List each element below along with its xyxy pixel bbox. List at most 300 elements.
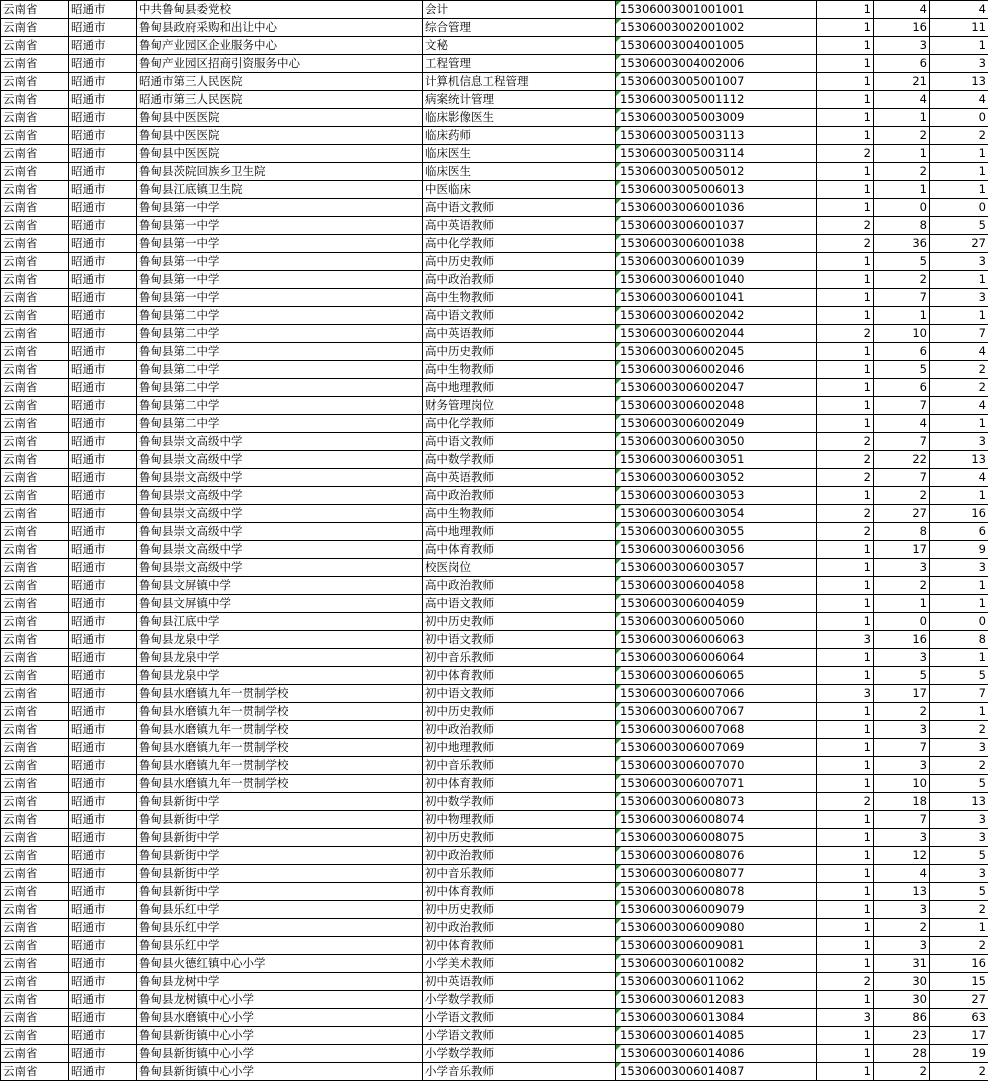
table-row[interactable] [1,703,988,721]
applicants-cell[interactable]: 23 [874,1027,930,1045]
position-code-cell[interactable]: 15306003006003055 [616,523,817,541]
unit-cell[interactable]: 鲁甸县中医医院 [137,109,423,127]
table-row[interactable] [1,1,988,19]
unit-cell[interactable]: 鲁甸县新街中学 [137,829,423,847]
province-cell[interactable]: 云南省 [1,19,69,37]
applicants-cell[interactable]: 5 [874,667,930,685]
unit-cell[interactable]: 鲁甸县新街中学 [137,883,423,901]
unit-cell[interactable]: 鲁甸县中医医院 [137,127,423,145]
city-cell[interactable]: 昭通市 [69,217,137,235]
qualified-cell[interactable]: 1 [930,487,988,505]
quota-cell[interactable]: 1 [817,343,874,361]
unit-cell[interactable]: 鲁甸县乐红中学 [137,937,423,955]
position-code-cell[interactable]: 15306003006001036 [616,199,817,217]
qualified-cell[interactable]: 2 [930,1063,988,1081]
position-code-cell[interactable]: 15306003006007068 [616,721,817,739]
qualified-cell[interactable]: 17 [930,1027,988,1045]
unit-cell[interactable]: 鲁甸县新街镇中心小学 [137,1027,423,1045]
applicants-cell[interactable]: 1 [874,109,930,127]
applicants-cell[interactable]: 16 [874,631,930,649]
table-row[interactable] [1,289,988,307]
province-cell[interactable]: 云南省 [1,487,69,505]
city-cell[interactable]: 昭通市 [69,289,137,307]
position-code-cell[interactable]: 15306003006006065 [616,667,817,685]
position-code-cell[interactable]: 15306003006002047 [616,379,817,397]
qualified-cell[interactable]: 2 [930,379,988,397]
quota-cell[interactable]: 1 [817,541,874,559]
province-cell[interactable]: 云南省 [1,541,69,559]
unit-cell[interactable]: 鲁甸县第二中学 [137,361,423,379]
unit-cell[interactable]: 鲁甸县水磨镇九年一贯制学校 [137,739,423,757]
quota-cell[interactable]: 1 [817,181,874,199]
province-cell[interactable]: 云南省 [1,271,69,289]
applicants-cell[interactable]: 3 [874,559,930,577]
province-cell[interactable]: 云南省 [1,775,69,793]
qualified-cell[interactable]: 7 [930,685,988,703]
unit-cell[interactable]: 鲁甸产业园区招商引资服务中心 [137,55,423,73]
qualified-cell[interactable]: 1 [930,307,988,325]
position-code-cell[interactable]: 15306003006003056 [616,541,817,559]
position-code-cell[interactable]: 15306003006002048 [616,397,817,415]
province-cell[interactable]: 云南省 [1,379,69,397]
table-row[interactable] [1,199,988,217]
position-cell[interactable]: 初中语文教师 [423,631,616,649]
position-code-cell[interactable]: 15306003006008077 [616,865,817,883]
province-cell[interactable]: 云南省 [1,451,69,469]
position-cell[interactable]: 初中音乐教师 [423,757,616,775]
position-code-cell[interactable]: 15306003006002049 [616,415,817,433]
city-cell[interactable]: 昭通市 [69,253,137,271]
table-row[interactable] [1,901,988,919]
applicants-cell[interactable]: 7 [874,289,930,307]
position-cell[interactable]: 会计 [423,1,616,19]
city-cell[interactable]: 昭通市 [69,397,137,415]
unit-cell[interactable]: 鲁甸县第二中学 [137,397,423,415]
qualified-cell[interactable]: 0 [930,109,988,127]
position-code-cell[interactable]: 15306003006006064 [616,649,817,667]
unit-cell[interactable]: 鲁甸县水磨镇九年一贯制学校 [137,703,423,721]
quota-cell[interactable]: 1 [817,253,874,271]
table-row[interactable] [1,307,988,325]
quota-cell[interactable]: 2 [817,433,874,451]
position-code-cell[interactable]: 15306003001001001 [616,1,817,19]
qualified-cell[interactable]: 27 [930,235,988,253]
province-cell[interactable]: 云南省 [1,847,69,865]
unit-cell[interactable]: 鲁甸县水磨镇中心小学 [137,1009,423,1027]
province-cell[interactable]: 云南省 [1,919,69,937]
quota-cell[interactable]: 2 [817,217,874,235]
unit-cell[interactable]: 鲁甸县江底镇卫生院 [137,181,423,199]
unit-cell[interactable]: 鲁甸产业园区企业服务中心 [137,37,423,55]
province-cell[interactable]: 云南省 [1,415,69,433]
unit-cell[interactable]: 鲁甸县龙泉中学 [137,631,423,649]
city-cell[interactable]: 昭通市 [69,73,137,91]
table-row[interactable] [1,19,988,37]
table-row[interactable] [1,253,988,271]
position-cell[interactable]: 小学美术教师 [423,955,616,973]
qualified-cell[interactable]: 1 [930,703,988,721]
province-cell[interactable]: 云南省 [1,937,69,955]
position-cell[interactable]: 高中历史教师 [423,253,616,271]
applicants-cell[interactable]: 1 [874,145,930,163]
city-cell[interactable]: 昭通市 [69,973,137,991]
quota-cell[interactable]: 1 [817,307,874,325]
quota-cell[interactable]: 1 [817,775,874,793]
unit-cell[interactable]: 鲁甸县第二中学 [137,415,423,433]
qualified-cell[interactable]: 4 [930,343,988,361]
quota-cell[interactable]: 2 [817,469,874,487]
unit-cell[interactable]: 鲁甸县第一中学 [137,271,423,289]
position-cell[interactable]: 高中政治教师 [423,577,616,595]
position-cell[interactable]: 初中政治教师 [423,919,616,937]
position-code-cell[interactable]: 15306003004002006 [616,55,817,73]
quota-cell[interactable]: 1 [817,757,874,775]
city-cell[interactable]: 昭通市 [69,91,137,109]
qualified-cell[interactable]: 2 [930,937,988,955]
position-code-cell[interactable]: 15306003006008078 [616,883,817,901]
applicants-cell[interactable]: 2 [874,271,930,289]
qualified-cell[interactable]: 5 [930,775,988,793]
quota-cell[interactable]: 1 [817,361,874,379]
position-cell[interactable]: 高中语文教师 [423,307,616,325]
applicants-cell[interactable]: 17 [874,685,930,703]
quota-cell[interactable]: 1 [817,883,874,901]
city-cell[interactable]: 昭通市 [69,271,137,289]
position-code-cell[interactable]: 15306003006012083 [616,991,817,1009]
position-cell[interactable]: 初中政治教师 [423,847,616,865]
position-code-cell[interactable]: 15306003005001112 [616,91,817,109]
position-cell[interactable]: 高中历史教师 [423,343,616,361]
table-row[interactable] [1,775,988,793]
position-code-cell[interactable]: 15306003006003051 [616,451,817,469]
applicants-cell[interactable]: 6 [874,343,930,361]
unit-cell[interactable]: 鲁甸县中医医院 [137,145,423,163]
province-cell[interactable]: 云南省 [1,235,69,253]
position-code-cell[interactable]: 15306003005006013 [616,181,817,199]
applicants-cell[interactable]: 30 [874,991,930,1009]
table-row[interactable] [1,379,988,397]
position-code-cell[interactable]: 15306003006011062 [616,973,817,991]
city-cell[interactable]: 昭通市 [69,469,137,487]
city-cell[interactable]: 昭通市 [69,1063,137,1081]
quota-cell[interactable]: 1 [817,37,874,55]
city-cell[interactable]: 昭通市 [69,577,137,595]
qualified-cell[interactable]: 7 [930,325,988,343]
position-code-cell[interactable]: 15306003006008074 [616,811,817,829]
unit-cell[interactable]: 鲁甸县第一中学 [137,289,423,307]
table-row[interactable] [1,937,988,955]
province-cell[interactable]: 云南省 [1,163,69,181]
position-cell[interactable]: 临床药师 [423,127,616,145]
quota-cell[interactable]: 1 [817,397,874,415]
position-cell[interactable]: 综合管理 [423,19,616,37]
table-row[interactable] [1,433,988,451]
position-code-cell[interactable]: 15306003006001040 [616,271,817,289]
table-row[interactable] [1,541,988,559]
position-code-cell[interactable]: 15306003006010082 [616,955,817,973]
qualified-cell[interactable]: 11 [930,19,988,37]
province-cell[interactable]: 云南省 [1,865,69,883]
applicants-cell[interactable]: 10 [874,775,930,793]
city-cell[interactable]: 昭通市 [69,325,137,343]
province-cell[interactable]: 云南省 [1,181,69,199]
province-cell[interactable]: 云南省 [1,253,69,271]
qualified-cell[interactable]: 1 [930,271,988,289]
quota-cell[interactable]: 1 [817,487,874,505]
position-cell[interactable]: 高中地理教师 [423,379,616,397]
position-cell[interactable]: 初中历史教师 [423,703,616,721]
applicants-cell[interactable]: 8 [874,523,930,541]
province-cell[interactable]: 云南省 [1,109,69,127]
position-cell[interactable]: 初中体育教师 [423,667,616,685]
applicants-cell[interactable]: 0 [874,199,930,217]
table-row[interactable] [1,991,988,1009]
position-cell[interactable]: 高中生物教师 [423,289,616,307]
qualified-cell[interactable]: 4 [930,91,988,109]
city-cell[interactable]: 昭通市 [69,541,137,559]
table-row[interactable] [1,847,988,865]
unit-cell[interactable]: 鲁甸县第二中学 [137,307,423,325]
quota-cell[interactable]: 1 [817,577,874,595]
unit-cell[interactable]: 鲁甸县新街中学 [137,811,423,829]
unit-cell[interactable]: 鲁甸县水磨镇九年一贯制学校 [137,721,423,739]
position-code-cell[interactable]: 15306003006002045 [616,343,817,361]
position-code-cell[interactable]: 15306003006004058 [616,577,817,595]
city-cell[interactable]: 昭通市 [69,379,137,397]
table-row[interactable] [1,883,988,901]
applicants-cell[interactable]: 6 [874,55,930,73]
unit-cell[interactable]: 鲁甸县崇文高级中学 [137,523,423,541]
position-cell[interactable]: 高中英语教师 [423,217,616,235]
position-cell[interactable]: 计算机信息工程管理 [423,73,616,91]
qualified-cell[interactable]: 1 [930,163,988,181]
quota-cell[interactable]: 3 [817,1009,874,1027]
unit-cell[interactable]: 鲁甸县新街中学 [137,793,423,811]
applicants-cell[interactable]: 86 [874,1009,930,1027]
quota-cell[interactable]: 3 [817,685,874,703]
position-cell[interactable]: 初中历史教师 [423,829,616,847]
position-cell[interactable]: 高中地理教师 [423,523,616,541]
quota-cell[interactable]: 1 [817,955,874,973]
qualified-cell[interactable]: 8 [930,631,988,649]
quota-cell[interactable]: 1 [817,865,874,883]
quota-cell[interactable]: 1 [817,19,874,37]
position-code-cell[interactable]: 15306003006004059 [616,595,817,613]
province-cell[interactable]: 云南省 [1,973,69,991]
table-row[interactable] [1,631,988,649]
city-cell[interactable]: 昭通市 [69,181,137,199]
table-row[interactable] [1,739,988,757]
position-code-cell[interactable]: 15306003006008075 [616,829,817,847]
city-cell[interactable]: 昭通市 [69,667,137,685]
province-cell[interactable]: 云南省 [1,307,69,325]
province-cell[interactable]: 云南省 [1,1,69,19]
city-cell[interactable]: 昭通市 [69,109,137,127]
quota-cell[interactable]: 1 [817,559,874,577]
unit-cell[interactable]: 鲁甸县新街镇中心小学 [137,1045,423,1063]
table-row[interactable] [1,613,988,631]
position-cell[interactable]: 高中体育教师 [423,541,616,559]
position-cell[interactable]: 高中化学教师 [423,235,616,253]
applicants-cell[interactable]: 7 [874,811,930,829]
qualified-cell[interactable]: 3 [930,829,988,847]
unit-cell[interactable]: 鲁甸县乐红中学 [137,901,423,919]
city-cell[interactable]: 昭通市 [69,847,137,865]
province-cell[interactable]: 云南省 [1,631,69,649]
province-cell[interactable]: 云南省 [1,397,69,415]
quota-cell[interactable]: 1 [817,55,874,73]
qualified-cell[interactable]: 27 [930,991,988,1009]
applicants-cell[interactable]: 17 [874,541,930,559]
qualified-cell[interactable]: 5 [930,847,988,865]
city-cell[interactable]: 昭通市 [69,937,137,955]
table-row[interactable] [1,829,988,847]
quota-cell[interactable]: 2 [817,523,874,541]
table-row[interactable] [1,451,988,469]
city-cell[interactable]: 昭通市 [69,901,137,919]
unit-cell[interactable]: 鲁甸县文屏镇中学 [137,595,423,613]
table-row[interactable] [1,505,988,523]
table-row[interactable] [1,955,988,973]
qualified-cell[interactable]: 1 [930,37,988,55]
table-row[interactable] [1,577,988,595]
city-cell[interactable]: 昭通市 [69,595,137,613]
position-cell[interactable]: 中医临床 [423,181,616,199]
province-cell[interactable]: 云南省 [1,739,69,757]
province-cell[interactable]: 云南省 [1,595,69,613]
province-cell[interactable]: 云南省 [1,1027,69,1045]
table-row[interactable] [1,595,988,613]
position-cell[interactable]: 高中语文教师 [423,595,616,613]
table-row[interactable] [1,343,988,361]
table-row[interactable] [1,1063,988,1081]
quota-cell[interactable]: 1 [817,649,874,667]
quota-cell[interactable]: 1 [817,1063,874,1081]
position-cell[interactable]: 初中政治教师 [423,721,616,739]
table-row[interactable] [1,145,988,163]
qualified-cell[interactable]: 16 [930,505,988,523]
position-code-cell[interactable]: 15306003005005012 [616,163,817,181]
table-row[interactable] [1,235,988,253]
position-code-cell[interactable]: 15306003006001038 [616,235,817,253]
province-cell[interactable]: 云南省 [1,145,69,163]
position-code-cell[interactable]: 15306003005003009 [616,109,817,127]
position-cell[interactable]: 高中英语教师 [423,325,616,343]
table-row[interactable] [1,109,988,127]
unit-cell[interactable]: 鲁甸县崇文高级中学 [137,451,423,469]
table-row[interactable] [1,811,988,829]
table-row[interactable] [1,37,988,55]
quota-cell[interactable]: 1 [817,73,874,91]
table-row[interactable] [1,469,988,487]
unit-cell[interactable]: 鲁甸县水磨镇九年一贯制学校 [137,775,423,793]
province-cell[interactable]: 云南省 [1,361,69,379]
applicants-cell[interactable]: 1 [874,307,930,325]
qualified-cell[interactable]: 13 [930,451,988,469]
province-cell[interactable]: 云南省 [1,325,69,343]
table-row[interactable] [1,559,988,577]
unit-cell[interactable]: 鲁甸县龙树中学 [137,973,423,991]
province-cell[interactable]: 云南省 [1,37,69,55]
quota-cell[interactable]: 1 [817,739,874,757]
unit-cell[interactable]: 鲁甸县崇文高级中学 [137,559,423,577]
province-cell[interactable]: 云南省 [1,199,69,217]
unit-cell[interactable]: 鲁甸县茨院回族乡卫生院 [137,163,423,181]
applicants-cell[interactable]: 2 [874,163,930,181]
quota-cell[interactable]: 1 [817,271,874,289]
quota-cell[interactable]: 1 [817,1027,874,1045]
unit-cell[interactable]: 昭通市第三人民医院 [137,73,423,91]
table-row[interactable] [1,271,988,289]
city-cell[interactable]: 昭通市 [69,631,137,649]
city-cell[interactable]: 昭通市 [69,1009,137,1027]
table-row[interactable] [1,865,988,883]
position-code-cell[interactable]: 15306003005003113 [616,127,817,145]
quota-cell[interactable]: 2 [817,451,874,469]
position-cell[interactable]: 初中数学教师 [423,793,616,811]
position-code-cell[interactable]: 15306003006003050 [616,433,817,451]
applicants-cell[interactable]: 1 [874,595,930,613]
position-code-cell[interactable]: 15306003005001007 [616,73,817,91]
qualified-cell[interactable]: 3 [930,253,988,271]
qualified-cell[interactable]: 3 [930,559,988,577]
province-cell[interactable]: 云南省 [1,577,69,595]
position-code-cell[interactable]: 15306003006008076 [616,847,817,865]
quota-cell[interactable]: 1 [817,289,874,307]
unit-cell[interactable]: 鲁甸县崇文高级中学 [137,505,423,523]
table-row[interactable] [1,793,988,811]
table-row[interactable] [1,55,988,73]
position-cell[interactable]: 初中音乐教师 [423,649,616,667]
table-row[interactable] [1,415,988,433]
qualified-cell[interactable]: 2 [930,901,988,919]
qualified-cell[interactable]: 4 [930,1,988,19]
position-code-cell[interactable]: 15306003006014085 [616,1027,817,1045]
table-row[interactable] [1,217,988,235]
unit-cell[interactable]: 鲁甸县龙泉中学 [137,667,423,685]
table-row[interactable] [1,325,988,343]
province-cell[interactable]: 云南省 [1,649,69,667]
qualified-cell[interactable]: 4 [930,397,988,415]
applicants-cell[interactable]: 3 [874,937,930,955]
province-cell[interactable]: 云南省 [1,469,69,487]
province-cell[interactable]: 云南省 [1,523,69,541]
unit-cell[interactable]: 鲁甸县乐红中学 [137,919,423,937]
applicants-cell[interactable]: 10 [874,325,930,343]
qualified-cell[interactable]: 1 [930,181,988,199]
city-cell[interactable]: 昭通市 [69,487,137,505]
quota-cell[interactable]: 1 [817,91,874,109]
applicants-cell[interactable]: 7 [874,397,930,415]
position-code-cell[interactable]: 15306003006003057 [616,559,817,577]
unit-cell[interactable]: 鲁甸县第二中学 [137,325,423,343]
city-cell[interactable]: 昭通市 [69,703,137,721]
applicants-cell[interactable]: 31 [874,955,930,973]
quota-cell[interactable]: 1 [817,991,874,1009]
position-cell[interactable]: 初中体育教师 [423,775,616,793]
applicants-cell[interactable]: 3 [874,901,930,919]
unit-cell[interactable]: 鲁甸县水磨镇九年一贯制学校 [137,685,423,703]
position-code-cell[interactable]: 15306003006002044 [616,325,817,343]
applicants-cell[interactable]: 12 [874,847,930,865]
table-row[interactable] [1,1027,988,1045]
quota-cell[interactable]: 1 [817,163,874,181]
table-row[interactable] [1,487,988,505]
city-cell[interactable]: 昭通市 [69,1045,137,1063]
position-cell[interactable]: 小学数学教师 [423,991,616,1009]
position-cell[interactable]: 小学数学教师 [423,1045,616,1063]
position-cell[interactable]: 初中历史教师 [423,613,616,631]
